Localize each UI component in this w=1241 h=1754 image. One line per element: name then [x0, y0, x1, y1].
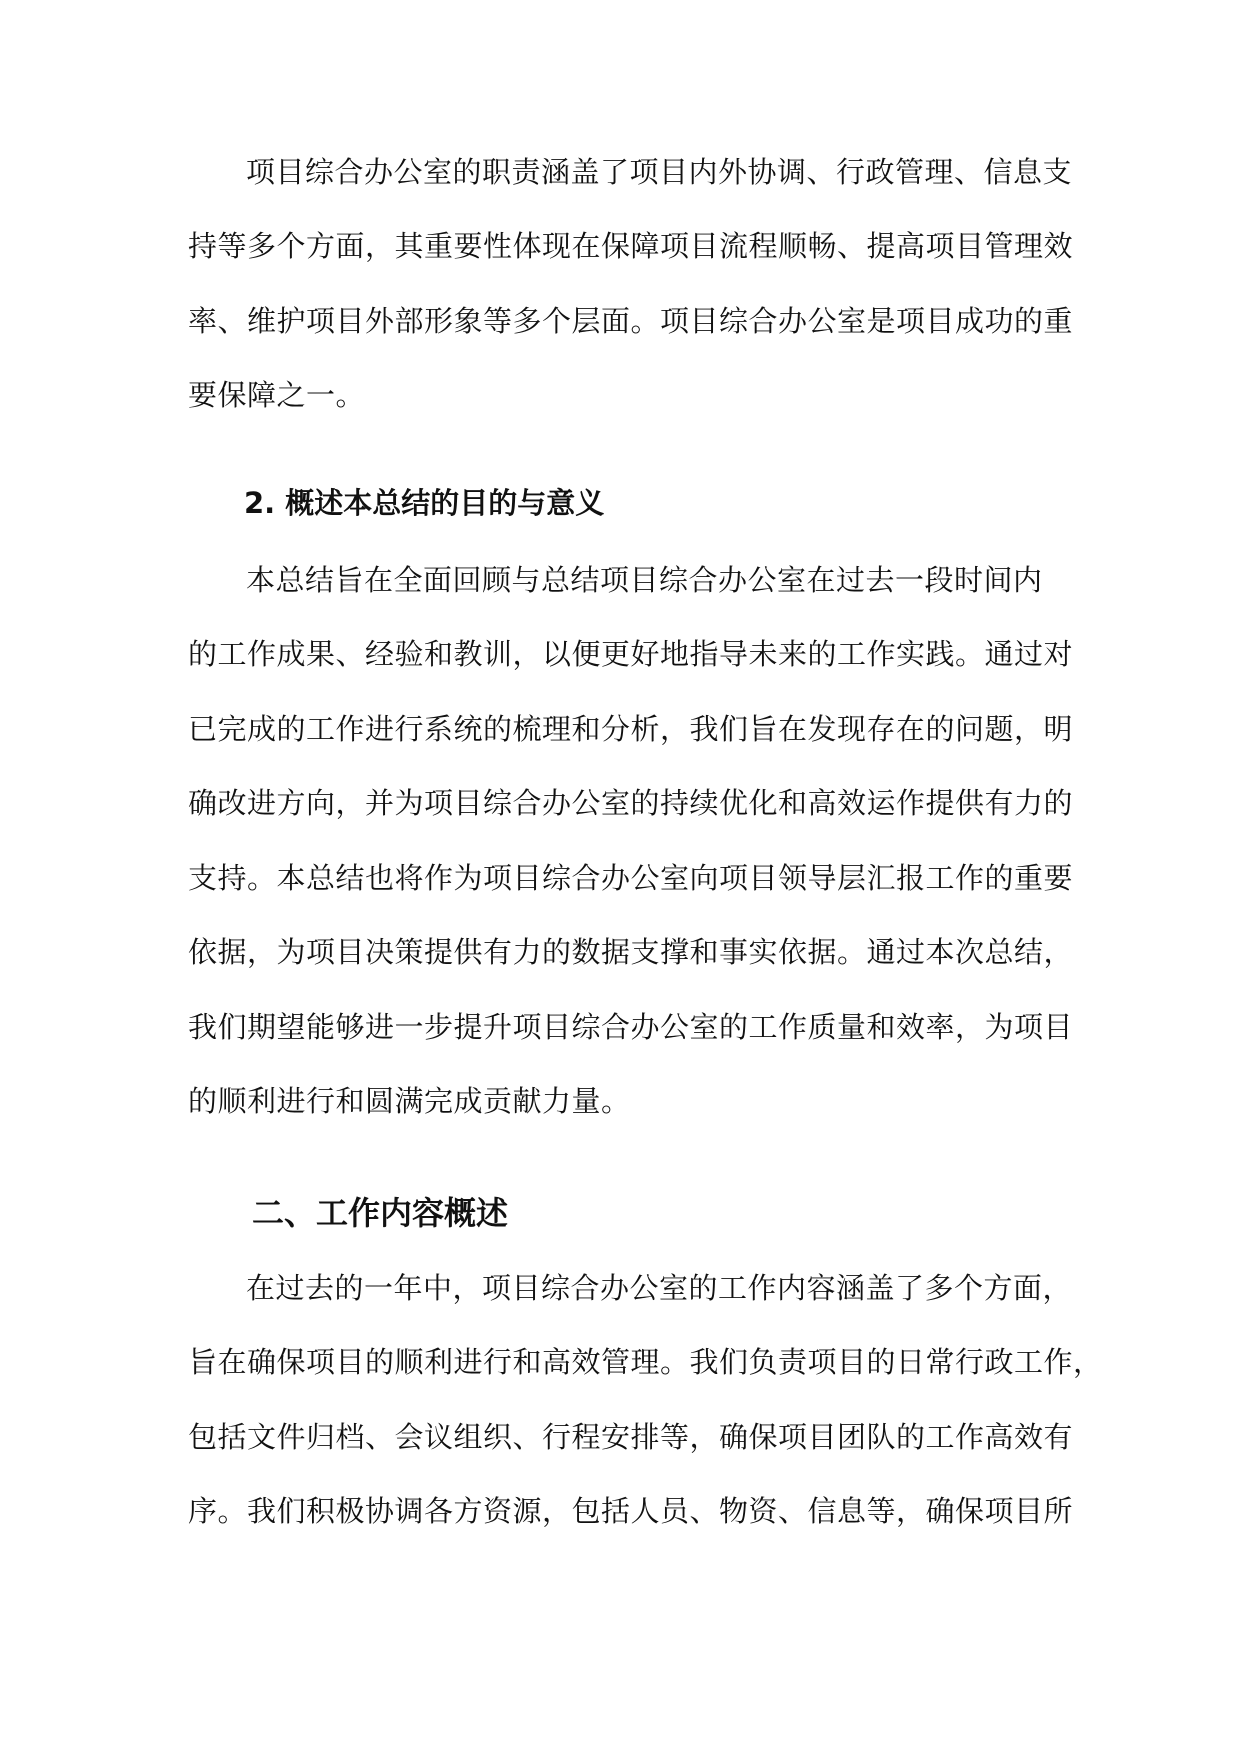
paragraph-line: 旨在确保项目的顺利进行和高效管理。我们负责项目的日常行政工作， [188, 1345, 1103, 1379]
paragraph-line: 已完成的工作进行系统的梳理和分析，我们旨在发现存在的问题，明 [188, 712, 1074, 746]
paragraph-line: 要保障之一。 [188, 378, 366, 412]
paragraph-line: 持等多个方面，其重要性体现在保障项目流程顺畅、提高项目管理效 [188, 229, 1074, 263]
section-subheading: 2. 概述本总结的目的与意义 [244, 486, 605, 520]
paragraph-line: 确改进方向，并为项目综合办公室的持续优化和高效运作提供有力的 [188, 786, 1074, 820]
paragraph-line: 依据，为项目决策提供有力的数据支撑和事实依据。通过本次总结， [188, 935, 1074, 969]
paragraph-line: 支持。本总结也将作为项目综合办公室向项目领导层汇报工作的重要 [188, 861, 1074, 895]
paragraph-line: 包括文件归档、会议组织、行程安排等，确保项目团队的工作高效有 [188, 1420, 1074, 1454]
paragraph-line: 的顺利进行和圆满完成贡献力量。 [188, 1084, 631, 1118]
paragraph-line: 的工作成果、经验和教训，以便更好地指导未来的工作实践。通过对 [188, 637, 1074, 671]
paragraph-line: 项目综合办公室的职责涵盖了项目内外协调、行政管理、信息支 [246, 155, 1073, 189]
section-heading: 二、工作内容概述 [252, 1194, 509, 1232]
paragraph-line: 序。我们积极协调各方资源，包括人员、物资、信息等，确保项目所 [188, 1494, 1074, 1528]
paragraph-line: 在过去的一年中，项目综合办公室的工作内容涵盖了多个方面， [246, 1271, 1073, 1305]
paragraph-line: 率、维护项目外部形象等多个层面。项目综合办公室是项目成功的重 [188, 304, 1074, 338]
paragraph-line: 我们期望能够进一步提升项目综合办公室的工作质量和效率，为项目 [188, 1010, 1074, 1044]
paragraph-line: 本总结旨在全面回顾与总结项目综合办公室在过去一段时间内 [246, 563, 1043, 597]
